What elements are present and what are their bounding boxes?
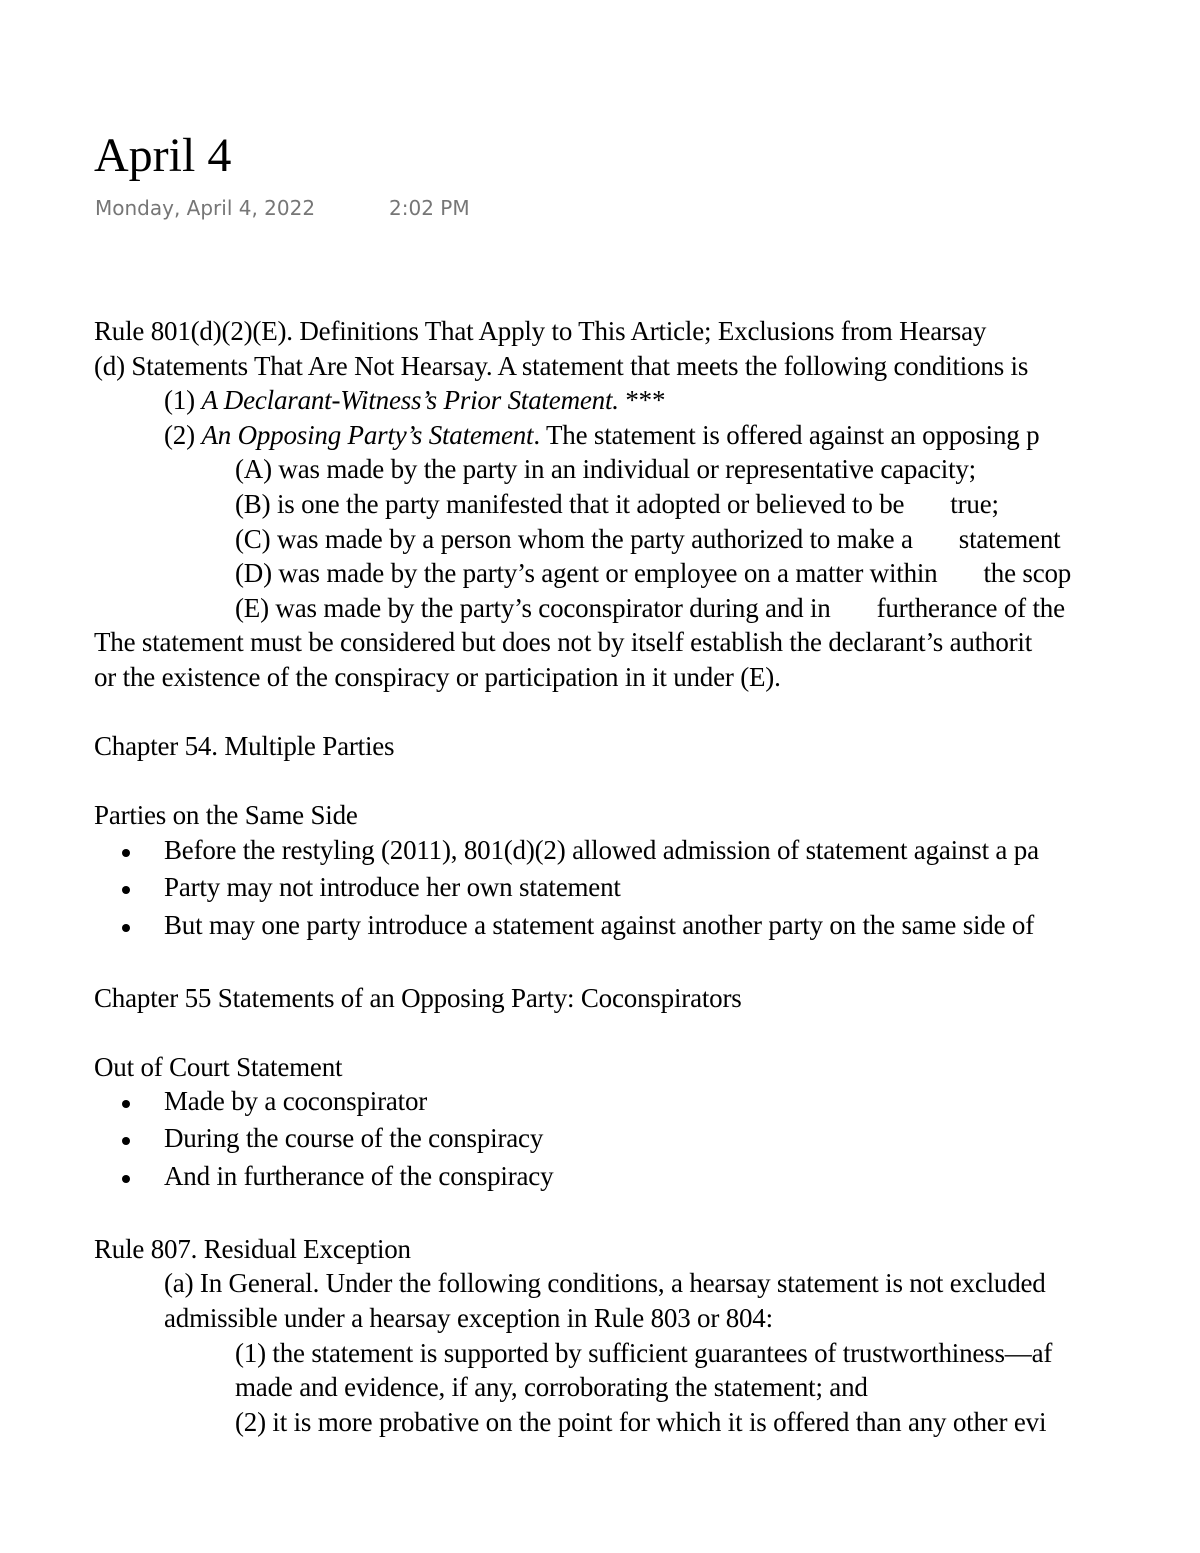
chapter-54-subheading: Parties on the Same Side — [94, 800, 358, 831]
rule-801-heading: Rule 801(d)(2)(E). Definitions That Apply to This Article; Exclusions from Hearsay — [94, 316, 987, 346]
rule-807-heading: Rule 807. Residual Exception — [94, 1233, 411, 1264]
spacer — [0, 764, 1200, 799]
bullet-icon — [122, 1175, 130, 1183]
rule-807-subsection-a-cont: admissible under a hearsay exception in Rule 803 or 804: — [164, 1303, 773, 1334]
spacer — [0, 946, 1200, 981]
rule-801-paragraph-2: (2) An Opposing Party’s Statement. The statement is offered against an opposing p — [164, 419, 1040, 450]
rule-801-item-e: (E) was made by the party’s coconspirator during and in furtherance of the — [235, 592, 1065, 623]
rule-801-item-a: (A) was made by the party in an individual or representative capacity; — [235, 454, 976, 485]
rule-807-paragraph-1: (1) the statement is supported by sufficient guarantees of trustworthiness—af — [235, 1337, 1053, 1368]
list-item: Made by a coconspirator — [0, 1084, 1200, 1121]
rule-807-paragraph-2: (2) it is more probative on the point for which it is offered than any other evi — [235, 1406, 1047, 1437]
rule-801-closing-line-1: The statement must be considered but does not by itself establish the declarant’s authorit — [94, 627, 1033, 658]
page-time: 2:02 PM — [389, 196, 470, 220]
chapter-55-subheading: Out of Court Statement — [94, 1051, 343, 1082]
spacer — [0, 1015, 1200, 1050]
spacer — [0, 695, 1200, 730]
bullet-icon — [122, 886, 130, 894]
bullet-icon — [122, 1100, 130, 1108]
page-title[interactable]: April 4 — [94, 129, 232, 182]
list-item: And in furtherance of the conspiracy — [0, 1159, 1200, 1197]
spacer — [0, 1197, 1200, 1232]
rule-801-paragraph-1: (1) A Declarant-Witness’s Prior Statement. *** — [164, 385, 666, 416]
list-item: During the course of the conspiracy — [0, 1121, 1200, 1159]
rule-801-closing-line-2: or the existence of the conspiracy or participation in it under (E). — [94, 661, 781, 692]
list-item: Before the restyling (2011), 801(d)(2) allowed admission of statement against a pa — [0, 833, 1200, 870]
rule-807-paragraph-1-cont: made and evidence, if any, corroborating the statement; and — [235, 1372, 868, 1403]
rule-801-item-d: (D) was made by the party’s agent or employee on a matter within the scop — [235, 558, 1072, 589]
rule-801-subsection-d: (d) Statements That Are Not Hearsay. A statement that meets the following conditions is — [94, 350, 1029, 381]
bullet-icon — [122, 849, 130, 857]
page-date: Monday, April 4, 2022 — [95, 196, 316, 220]
rule-801-item-c: (C) was made by a person whom the party authorized to make a statement — [235, 523, 1061, 554]
bullet-icon — [122, 924, 130, 932]
list-item: But may one party introduce a statement against another party on the same side of — [0, 908, 1200, 946]
chapter-54-heading: Chapter 54. Multiple Parties — [94, 731, 395, 762]
bullet-icon — [122, 1137, 130, 1145]
rule-807-subsection-a: (a) In General. Under the following conditions, a hearsay statement is not excluded — [164, 1268, 1046, 1299]
chapter-55-heading: Chapter 55 Statements of an Opposing Party: Coconspirators — [94, 982, 742, 1013]
list-item: Party may not introduce her own statement — [0, 870, 1200, 908]
note-body[interactable] — [0, 314, 1200, 1438]
rule-801-item-b: (B) is one the party manifested that it adopted or believed to be true; — [235, 488, 999, 519]
